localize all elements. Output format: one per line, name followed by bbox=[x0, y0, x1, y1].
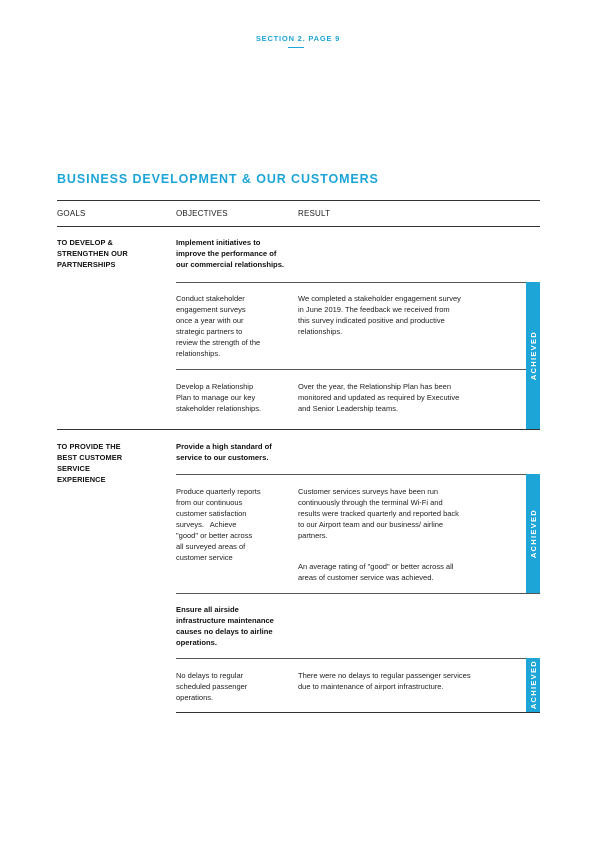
objective-text: Conduct stakeholder engagement surveys once a year with our strategic partners to review the strength of the relationships. bbox=[176, 294, 261, 358]
result-text: Over the year, the Relationship Plan has been monitored and updated as required by Executive and Senior Leadership teams. bbox=[298, 382, 460, 413]
achieved-badge: ACHIEVED bbox=[526, 282, 540, 429]
row-rule bbox=[176, 282, 540, 283]
objective-group-heading: Ensure all airside infrastructure maintenance causes no delays to airline operations. bbox=[176, 605, 274, 647]
column-header-goals: GOALS bbox=[57, 209, 86, 218]
achieved-badge: ACHIEVED bbox=[526, 474, 540, 593]
result-text: There were no delays to regular passenger services due to maintenance of airport infrastructure. bbox=[298, 671, 471, 691]
row-rule bbox=[176, 369, 526, 370]
achieved-badge: ACHIEVED bbox=[526, 658, 540, 712]
header-bottom-rule bbox=[57, 226, 540, 227]
objective-text: Develop a Relationship Plan to manage our key stakeholder relationships. bbox=[176, 382, 262, 413]
goal-divider-rule bbox=[57, 429, 540, 430]
objective-text: Produce quarterly reports from our continuous customer satisfaction surveys. Achieve "good" or better across all surveyed areas of customer service bbox=[176, 487, 261, 562]
column-header-objectives: OBJECTIVES bbox=[176, 209, 228, 218]
row-rule bbox=[176, 474, 540, 475]
section-underline bbox=[288, 47, 304, 48]
goal-customer-service: TO PROVIDE THE BEST CUSTOMER SERVICE EXPERIENCE bbox=[57, 442, 123, 484]
result-text: Customer services surveys have been run continuously through the terminal Wi-Fi and results were tracked quarterly and reported back to our Airport team and our business/ airline partners. bbox=[298, 487, 459, 540]
page-title: BUSINESS DEVELOPMENT & OUR CUSTOMERS bbox=[57, 172, 379, 186]
column-header-result: RESULT bbox=[298, 209, 331, 218]
goal-develop-partnerships: TO DEVELOP & STRENGTHEN OUR PARTNERSHIPS bbox=[57, 238, 128, 269]
objective-group-heading: Implement initiatives to improve the performance of our commercial relationships. bbox=[176, 238, 285, 269]
row-rule bbox=[176, 593, 540, 594]
row-rule bbox=[176, 658, 540, 659]
objective-text: No delays to regular scheduled passenger operations. bbox=[176, 671, 248, 702]
result-text-secondary: An average rating of "good" or better across all areas of customer service was achieved. bbox=[298, 562, 454, 582]
table-bottom-rule bbox=[176, 712, 540, 713]
objective-group-heading: Provide a high standard of service to our customers. bbox=[176, 442, 272, 462]
table-top-rule bbox=[57, 200, 540, 201]
section-page-label: SECTION 2. PAGE 9 bbox=[255, 34, 341, 43]
result-text: We completed a stakeholder engagement survey in June 2019. The feedback we received from this survey indicated positive and productive relationships. bbox=[298, 294, 461, 336]
